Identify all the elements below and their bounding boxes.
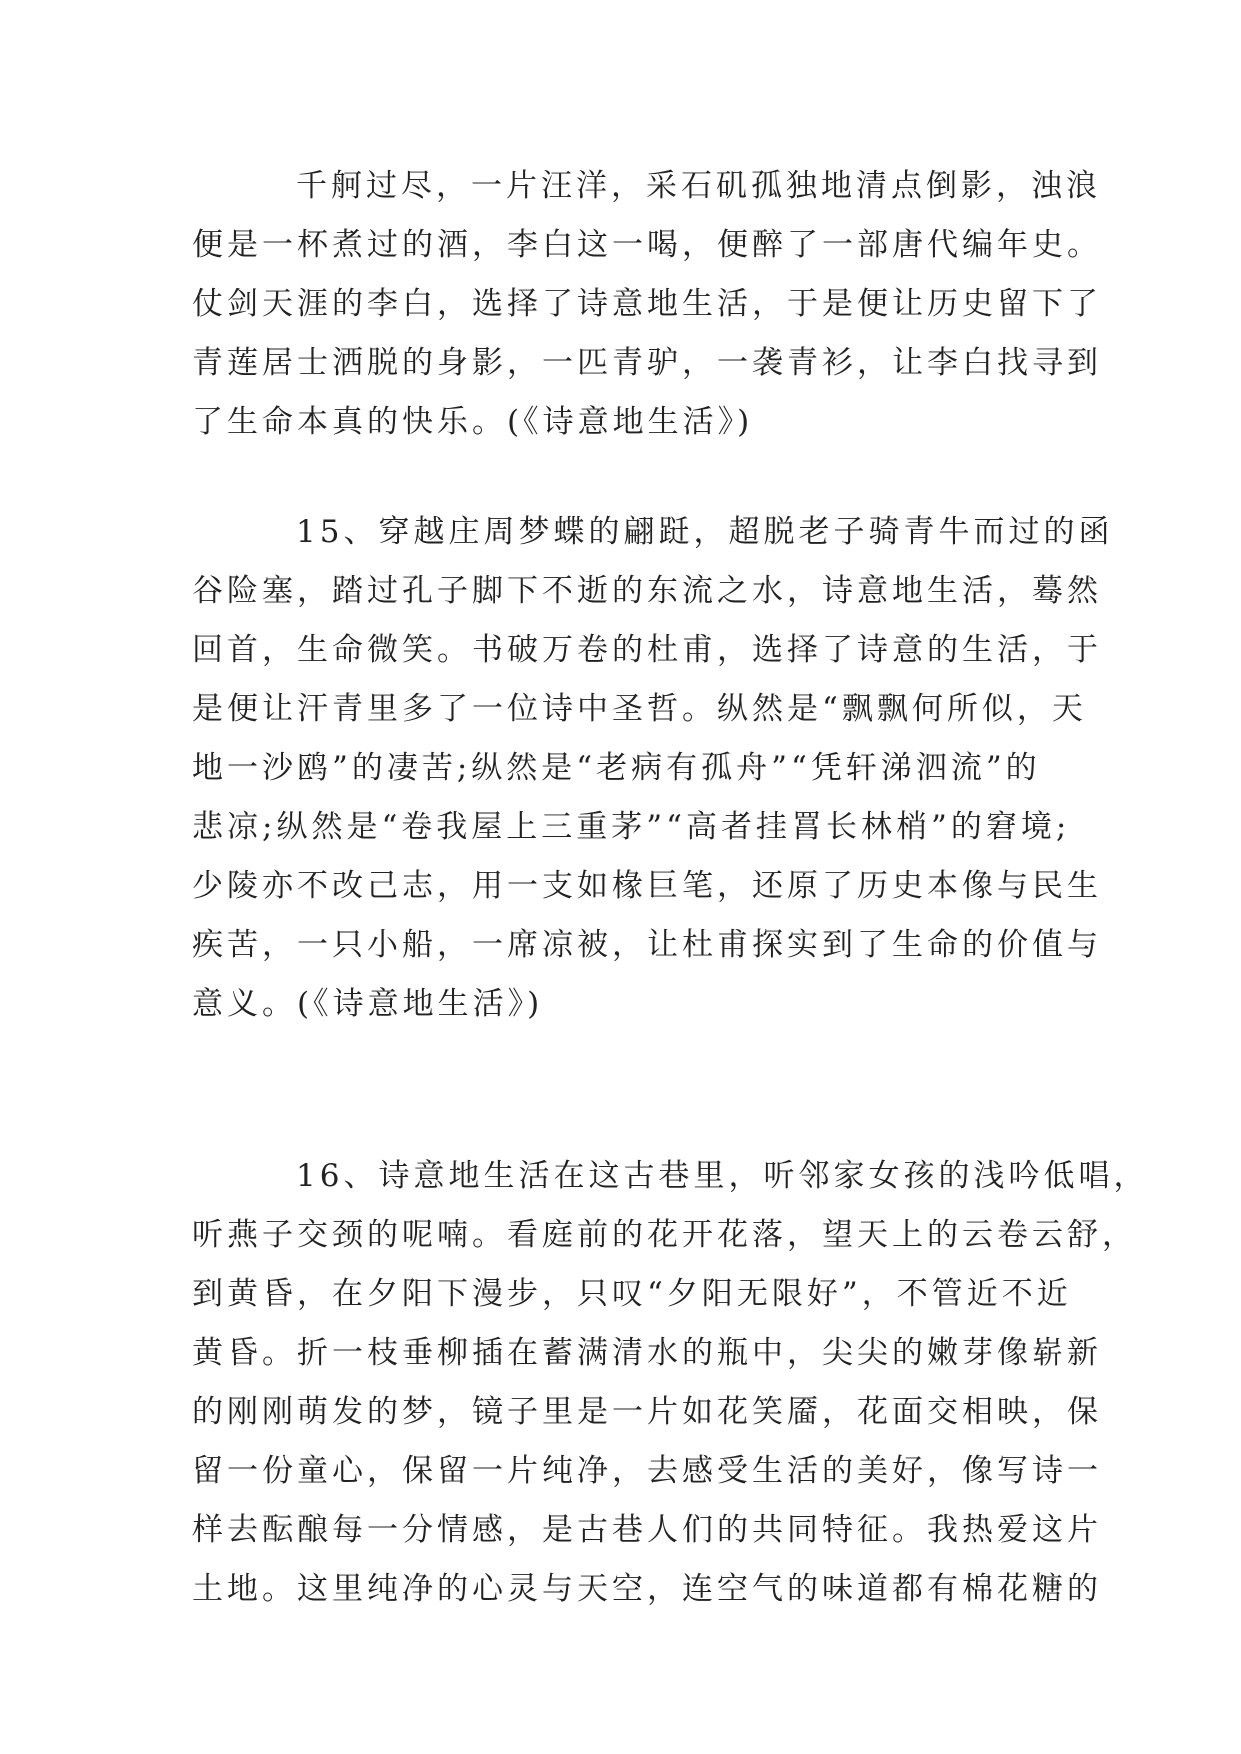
text-line: 到黄昏，在夕阳下漫步，只叹“夕阳无限好”，不管近不近 bbox=[192, 1276, 1072, 1312]
text-line: 便是一杯煮过的酒，李白这一喝，便醉了一部唐代编年史。 bbox=[192, 227, 1102, 263]
text-line: 少陵亦不改己志，用一支如椽巨笔，还原了历史本像与民生 bbox=[192, 868, 1102, 904]
paragraph-li-bai bbox=[192, 157, 1102, 452]
text-line: 留一份童心，保留一片纯净，去感受生活的美好，像写诗一 bbox=[192, 1453, 1102, 1489]
text-line: 回首，生命微笑。书破万卷的杜甫，选择了诗意的生活，于 bbox=[192, 632, 1102, 668]
text-line: 的刚刚萌发的梦，镜子里是一片如花笑靥，花面交相映，保 bbox=[192, 1394, 1102, 1430]
text-line: 谷险塞，踏过孔子脚下不逝的东流之水，诗意地生活，蓦然 bbox=[192, 573, 1102, 609]
text-line: 15、穿越庄周梦蝶的翩跹，超脱老子骑青牛而过的函 bbox=[296, 514, 1114, 550]
text-line: 听燕子交颈的呢喃。看庭前的花开花落，望天上的云卷云舒， bbox=[192, 1217, 1137, 1253]
text-line: 地一沙鸥”的凄苦;纵然是“老病有孤舟”“凭轩涕泗流”的 bbox=[192, 750, 1041, 786]
text-line: 黄昏。折一枝垂柳插在蓄满清水的瓶中，尖尖的嫩芽像崭新 bbox=[192, 1335, 1102, 1371]
paragraph-16-old-alley bbox=[192, 1147, 1149, 1619]
text-line: 样去酝酿每一分情感，是古巷人们的共同特征。我热爱这片 bbox=[192, 1512, 1102, 1548]
paragraph-15-du-fu bbox=[192, 503, 1114, 1034]
text-line: 疾苦，一只小船，一席凉被，让杜甫探实到了生命的价值与 bbox=[192, 927, 1102, 963]
text-line: 青莲居士洒脱的身影，一匹青驴，一袭青衫，让李白找寻到 bbox=[192, 345, 1102, 381]
text-line: 仗剑天涯的李白，选择了诗意地生活，于是便让历史留下了 bbox=[192, 286, 1102, 322]
text-line: 16、诗意地生活在这古巷里，听邻家女孩的浅吟低唱， bbox=[296, 1158, 1149, 1194]
text-line: 意义。(《诗意地生活》) bbox=[192, 986, 544, 1022]
text-line: 土地。这里纯净的心灵与天空，连空气的味道都有棉花糖的 bbox=[192, 1571, 1102, 1607]
text-line: 是便让汗青里多了一位诗中圣哲。纵然是“飘飘何所似，天 bbox=[192, 691, 1087, 727]
text-line: 悲凉;纵然是“卷我屋上三重茅”“高者挂罥长林梢”的窘境; bbox=[192, 809, 1071, 845]
text-line: 千舸过尽，一片汪洋，采石矶孤独地清点倒影，浊浪 bbox=[296, 168, 1101, 204]
text-line: 了生命本真的快乐。(《诗意地生活》) bbox=[192, 404, 754, 440]
